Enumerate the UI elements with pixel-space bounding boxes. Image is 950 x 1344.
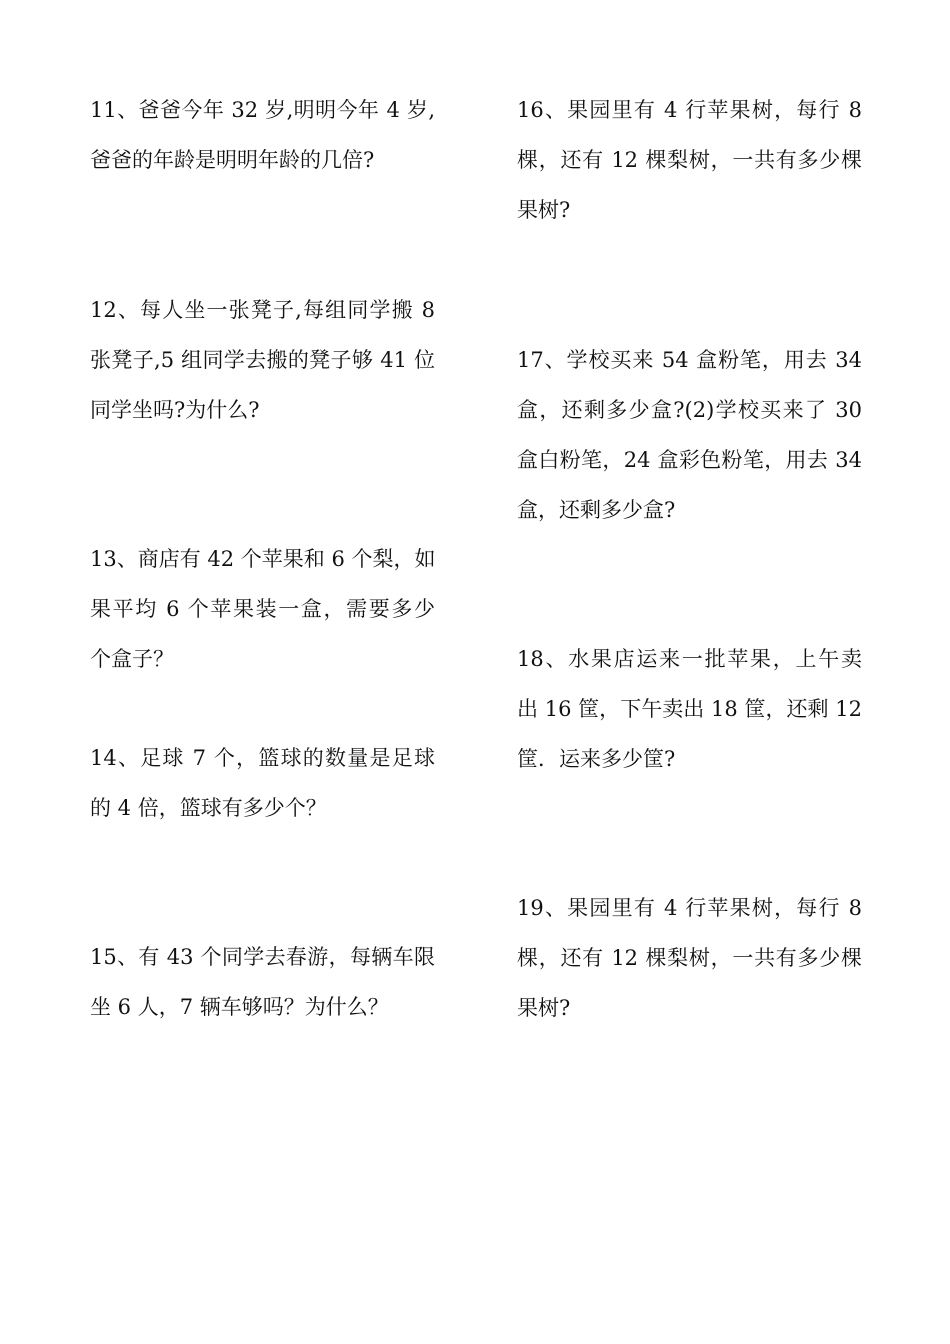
problem-16-line-3: 果树?: [517, 198, 571, 222]
problem-11-line-2: 爸爸的年龄是明明年龄的几倍?: [90, 148, 375, 172]
problem-12-line-1: 12、每人坐一张凳子,每组同学搬 8: [90, 298, 435, 322]
problem-19-line-3: 果树?: [517, 996, 571, 1020]
problem-11-line-1: 11、爸爸今年 32 岁,明明今年 4 岁,: [90, 98, 435, 122]
problem-12-line-2: 张凳子,5 组同学去搬的凳子够 41 位: [90, 348, 435, 372]
problem-15-line-1: 15、有 43 个同学去春游，每辆车限: [90, 945, 435, 969]
problem-15-line-2: 坐 6 人，7 辆车够吗？为什么？: [90, 995, 389, 1019]
problem-13-line-2: 果平均 6 个苹果装一盒，需要多少: [90, 597, 435, 621]
problem-17-line-4: 盒，还剩多少盒?: [517, 498, 676, 522]
problem-18-line-2: 出 16 筐，下午卖出 18 筐，还剩 12: [517, 697, 862, 721]
problem-16-line-2: 棵，还有 12 棵梨树，一共有多少棵: [517, 148, 862, 172]
problem-13-line-3: 个盒子？: [90, 647, 174, 671]
problem-17-line-3: 盒白粉笔，24 盒彩色粉笔，用去 34: [517, 448, 862, 472]
problem-19-line-2: 棵，还有 12 棵梨树，一共有多少棵: [517, 946, 862, 970]
problem-14-line-2: 的 4 倍，篮球有多少个？: [90, 796, 327, 820]
problem-13-line-1: 13、商店有 42 个苹果和 6 个梨，如: [90, 547, 436, 571]
problem-17-line-1: 17、学校买来 54 盒粉笔，用去 34: [517, 348, 862, 372]
problem-17-line-2: 盒，还剩多少盒?(2)学校买来了 30: [517, 398, 862, 422]
problem-14-line-1: 14、足球 7 个，篮球的数量是足球: [90, 746, 435, 770]
problem-18-line-3: 筐．运来多少筐?: [517, 747, 676, 771]
problem-12-line-3: 同学坐吗?为什么?: [90, 398, 260, 422]
problem-18-line-1: 18、水果店运来一批苹果，上午卖: [517, 647, 862, 671]
problem-16-line-1: 16、果园里有 4 行苹果树，每行 8: [517, 98, 862, 122]
problem-19-line-1: 19、果园里有 4 行苹果树，每行 8: [517, 896, 862, 920]
